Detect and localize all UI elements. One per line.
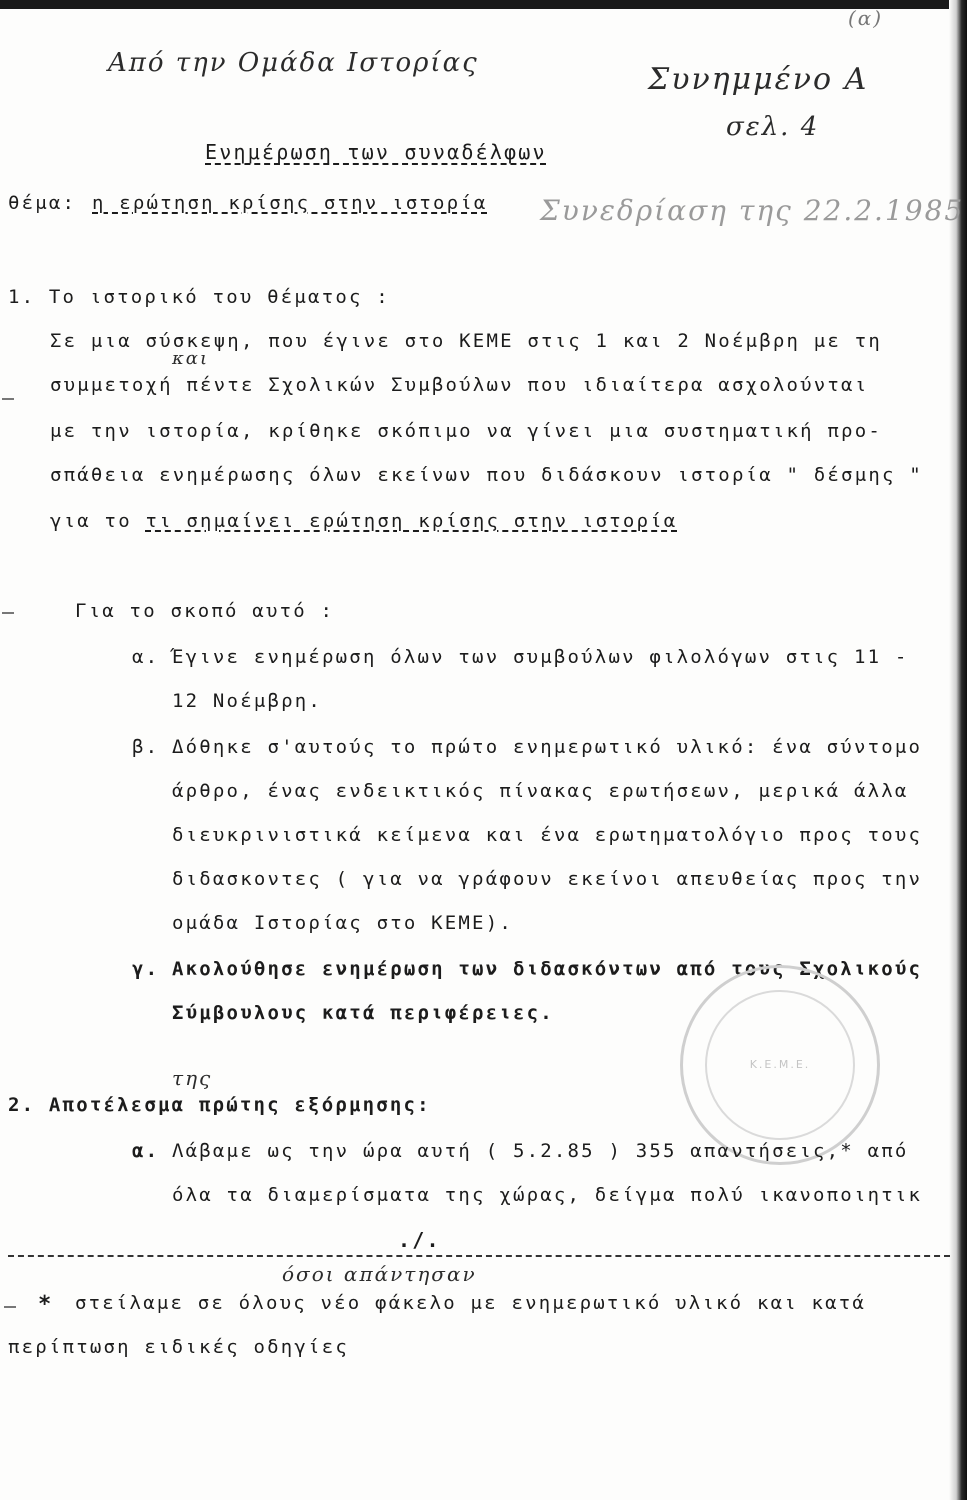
list-marker: α. xyxy=(132,646,160,668)
footnote-mark: * xyxy=(38,1292,54,1317)
paragraph-line: σπάθεια ενημέρωσης όλων εκείνων που διδάσκουν ιστορία " δέσμης " xyxy=(50,464,923,486)
official-stamp xyxy=(680,965,880,1165)
list-item-line: Λάβαμε ως την ώρα αυτή ( 5.2.85 ) 355 απαντήσεις,* από xyxy=(172,1140,909,1162)
handwritten-attachment: Συνημμένο Α xyxy=(648,62,869,97)
section-1-heading: 1. Το ιστορικό του θέματος : xyxy=(8,286,390,308)
list-item-line: ομάδα Ιστορίας στο ΚΕΜΕ). xyxy=(172,912,513,934)
list-item-line: όλα τα διαμερίσματα της χώρας, δείγμα πολύ ικανοποιητικ xyxy=(172,1184,923,1206)
list-marker: α. xyxy=(132,1140,160,1162)
handwritten-footnote-insert: όσοι απάντησαν xyxy=(282,1262,477,1286)
subject-label: θέμα: xyxy=(8,192,77,214)
paragraph-line-prefix: για το xyxy=(50,510,146,532)
subject-text: η ερώτηση κρίσης στην ιστορία xyxy=(92,192,488,214)
list-item-line: διδασκοντες ( για να γράφουν εκείνοι απευθείας προς την xyxy=(172,868,923,890)
footnote-line: στείλαμε σε όλους νέο φάκελο με ενημερωτικό υλικό και κατά xyxy=(75,1292,867,1314)
margin-mark xyxy=(4,1306,16,1308)
handwritten-origin: Από την Ομάδα Ιστορίας xyxy=(108,48,479,78)
margin-mark xyxy=(2,398,14,400)
list-item-line: Δόθηκε σ'αυτούς το πρώτο ενημερωτικό υλικό: ένα σύντομο xyxy=(172,736,923,758)
list-item-line: άρθρο, ένας ενδεικτικός πίνακας ερωτήσεων, μερικά άλλα xyxy=(172,780,909,802)
scan-edge-top xyxy=(0,0,967,9)
list-marker: β. xyxy=(132,736,160,758)
handwritten-insert-kai: και xyxy=(172,348,210,369)
purpose-line: Για το σκοπό αυτό : xyxy=(75,600,335,622)
list-item-line: 12 Νοέμβρη. xyxy=(172,690,323,712)
list-item-line: Έγινε ενημέρωση όλων των συμβούλων φιλολόγων στις 11 - xyxy=(172,646,909,668)
list-item-line: Σύμβουλους κατά περιφέρειες. xyxy=(172,1002,554,1024)
paragraph-line-5 xyxy=(50,510,677,532)
document-title: Ενημέρωση των συναδέλφων xyxy=(205,140,547,164)
list-marker: γ. xyxy=(132,958,160,980)
paragraph-line: Σε μια σύσκεψη, που έγινε στο ΚΕΜΕ στις 1 και 2 Νοέμβρη με τη xyxy=(50,330,882,352)
stamp-label: Κ.Ε.Μ.Ε. xyxy=(749,1058,811,1071)
handwritten-meeting-date: Συνεδρίαση της 22.2.1985 xyxy=(540,194,965,227)
section-2-heading: 2. Αποτέλεσμα πρώτης εξόρμησης: xyxy=(8,1094,431,1116)
handwritten-page-number: σελ. 4 xyxy=(726,112,820,142)
list-item-line: Ακολούθησε ενημέρωση των διδασκόντων από τους Σχολικούς xyxy=(172,958,923,980)
paragraph-line: συμμετοχή πέντε Σχολικών Συμβούλων που ιδιαίτερα ασχολούνται xyxy=(50,374,869,396)
page-continuation-marker: ./. xyxy=(398,1228,441,1252)
paragraph-line: με την ιστορία, κρίθηκε σκόπιμο να γίνει μια συστηματική προ- xyxy=(50,420,882,442)
handwritten-insert-tis: της xyxy=(172,1066,213,1090)
underlined-phrase: τι σημαίνει ερώτηση κρίσης στην ιστορία xyxy=(145,510,678,532)
footnote-separator xyxy=(8,1255,950,1257)
footnote-line: περίπτωση ειδικές οδηγίες xyxy=(8,1336,349,1358)
margin-mark xyxy=(2,612,14,614)
list-item-line: διευκρινιστικά κείμενα και ένα ερωτηματολόγιο προς τους xyxy=(172,824,923,846)
handwritten-corner-mark: (α) xyxy=(848,6,884,30)
